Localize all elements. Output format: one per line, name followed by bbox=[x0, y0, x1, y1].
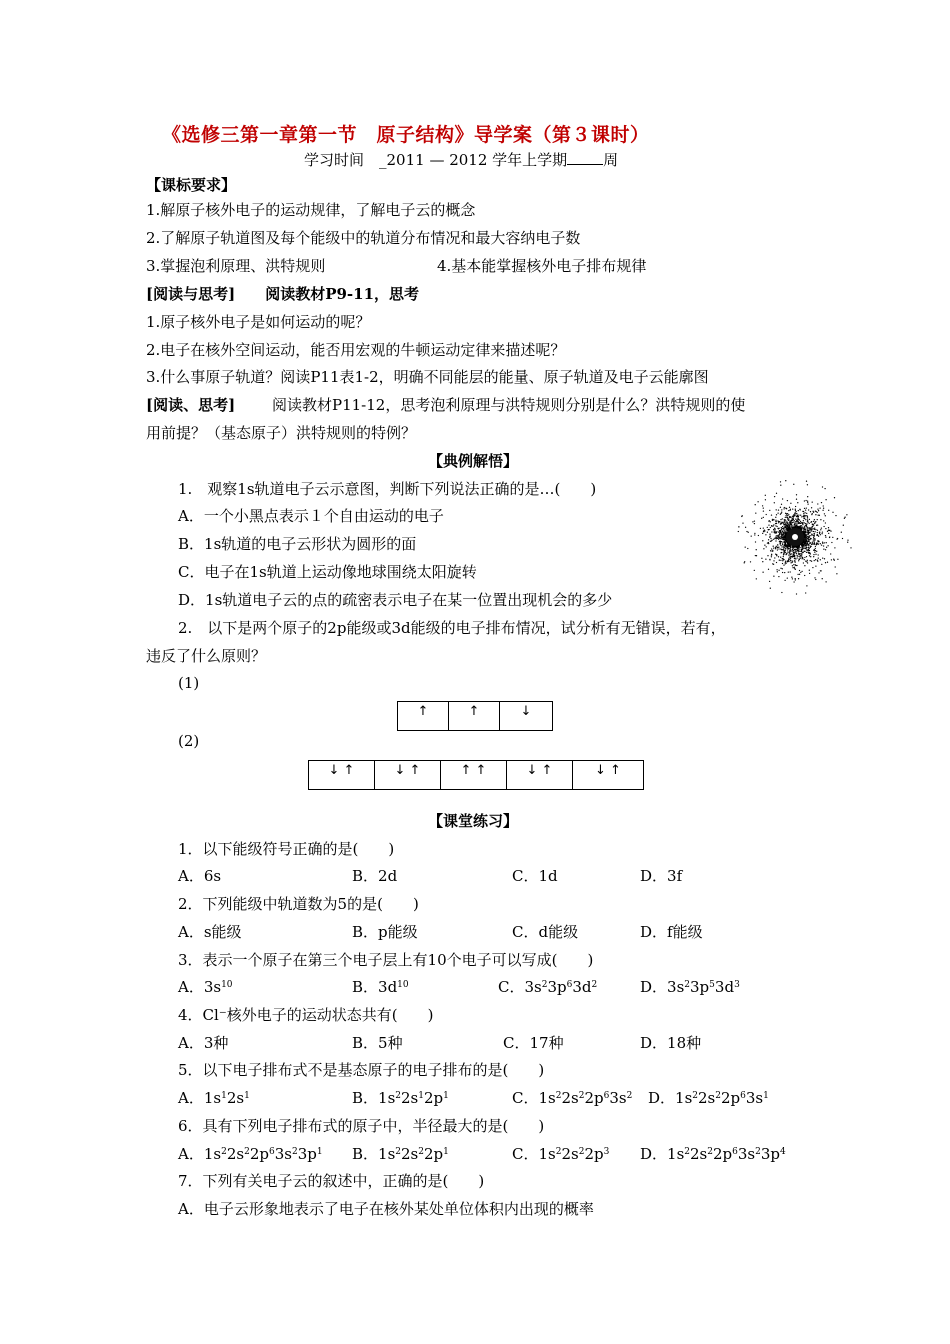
superscript: 2 bbox=[707, 1147, 713, 1157]
requirement-2: 2.了解原子轨道图及每个能级中的轨道分布情况和最大容纳电子数 bbox=[146, 229, 581, 247]
section-head-reading-1: [阅读与思考] 阅读教材P9-11，思考 bbox=[146, 285, 420, 303]
orbital-label: 1s bbox=[203, 1089, 222, 1107]
superscript: 2 bbox=[626, 1091, 633, 1101]
orbital-label: 3p bbox=[297, 1145, 317, 1163]
superscript: 4 bbox=[780, 1147, 786, 1157]
practice-3-option-c bbox=[498, 977, 597, 997]
example-1-question: 1. 观察1s轨道电子云示意图，判断下列说法正确的是…( ) bbox=[178, 480, 597, 498]
superscript: 2 bbox=[395, 1147, 402, 1157]
practice-5-question: 5．以下电子排布式不是基态原子的电子排布的是( ) bbox=[178, 1061, 545, 1079]
option-letter: D． bbox=[648, 1089, 676, 1107]
superscript: 5 bbox=[709, 980, 715, 990]
option-letter: A． bbox=[178, 1089, 204, 1107]
superscript: 10 bbox=[397, 980, 409, 990]
practice-1-question: 1．以下能级符号正确的是( ) bbox=[178, 840, 395, 858]
option-text: A．3s bbox=[178, 978, 222, 996]
example-1-option-c: C．电子在1s轨道上运动像地球围绕太阳旋转 bbox=[178, 563, 477, 581]
example-2-label-2: (2) bbox=[178, 732, 200, 750]
orbital-box: ↓ ↑ bbox=[309, 761, 375, 789]
practice-3-option-d bbox=[640, 977, 740, 997]
superscript: 3 bbox=[603, 1147, 610, 1157]
orbital-box: ↑ bbox=[398, 702, 449, 730]
orbital-box: ↓ ↑ bbox=[375, 761, 441, 789]
practice-7-option-a: A．电子云形象地表示了电子在核外某处单位体积内出现的概率 bbox=[178, 1200, 594, 1218]
superscript: 3 bbox=[734, 980, 740, 990]
orbital-label: 3s bbox=[745, 1089, 764, 1107]
orbital-label: 3s bbox=[737, 1145, 756, 1163]
orbital-label: 1s bbox=[378, 1089, 396, 1107]
reading-2-line-1: 阅读教材P11-12，思考泡利原理与洪特规则分别是什么？洪特规则的使 bbox=[272, 396, 746, 414]
orbital-label: 2s bbox=[226, 1089, 245, 1107]
practice-4-option-a: A．3种 bbox=[178, 1034, 229, 1052]
superscript: 1 bbox=[244, 1091, 250, 1101]
section-head-practice: 【课堂练习】 bbox=[428, 812, 519, 830]
orbital-label: 2p bbox=[584, 1089, 604, 1107]
option-letter: B． bbox=[352, 1089, 379, 1107]
orbital-diagram-2 bbox=[308, 760, 644, 790]
orbital-label: 1s bbox=[675, 1089, 693, 1107]
page-title: 《选修三第一章第一节 原子结构》导学案（第３课时） bbox=[162, 124, 650, 146]
superscript: 2 bbox=[244, 1147, 250, 1157]
orbital-label: 2s bbox=[401, 1089, 419, 1107]
option-text: C．3s bbox=[498, 978, 542, 996]
orbital-label: 2p bbox=[713, 1145, 733, 1163]
practice-4-option-c: C．17种 bbox=[503, 1034, 564, 1052]
section-head-reading-2: [阅读、思考] bbox=[146, 396, 236, 414]
orbital-label: 3d bbox=[572, 978, 592, 996]
superscript: 6 bbox=[603, 1091, 610, 1101]
example-2-question-line-1: 2. 以下是两个原子的2p能级或3d能级的电子排布情况，试分析有无错误，若有， bbox=[178, 619, 726, 637]
orbital-label: 2s bbox=[698, 1089, 716, 1107]
section-head-examples: 【典例解悟】 bbox=[428, 452, 519, 470]
orbital-box: ↑ ↑ bbox=[441, 761, 507, 789]
practice-1-option-b: B．2d bbox=[352, 867, 398, 885]
superscript: 2 bbox=[418, 1147, 424, 1157]
practice-3-question: 3．表示一个原子在第三个电子层上有10个电子可以写成( ) bbox=[178, 951, 594, 969]
superscript: 2 bbox=[591, 980, 598, 990]
week-blank[interactable] bbox=[567, 150, 603, 165]
orbital-label: 3p bbox=[547, 978, 567, 996]
week-label: 周 bbox=[603, 151, 619, 169]
superscript: 1 bbox=[763, 1091, 769, 1101]
superscript: 2 bbox=[578, 1147, 585, 1157]
practice-1-option-d: D．3f bbox=[640, 867, 683, 885]
option-letter: C． bbox=[512, 1089, 539, 1107]
orbital-label: 1s bbox=[538, 1089, 556, 1107]
superscript: 2 bbox=[578, 1091, 585, 1101]
orbital-label: 3p bbox=[690, 978, 710, 996]
orbital-box: ↓ ↑ bbox=[595, 763, 621, 778]
study-time bbox=[304, 150, 618, 170]
orbital-label: 1s bbox=[538, 1145, 556, 1163]
superscript: 2 bbox=[221, 1147, 227, 1157]
orbital-label: 1s bbox=[203, 1145, 222, 1163]
option-letter: B． bbox=[352, 1145, 379, 1163]
section-head-requirements: 【课标要求】 bbox=[146, 176, 237, 194]
practice-3-option-b bbox=[352, 977, 409, 997]
superscript: 6 bbox=[566, 980, 573, 990]
practice-7-question: 7．下列有关电子云的叙述中，正确的是( ) bbox=[178, 1172, 485, 1190]
orbital-label: 2p bbox=[424, 1089, 444, 1107]
example-1-option-d: D．1s轨道电子云的点的疏密表示电子在某一位置出现机会的多少 bbox=[178, 591, 613, 609]
orbital-label: 2p bbox=[721, 1089, 741, 1107]
superscript: 2 bbox=[541, 980, 548, 990]
electron-cloud-1s-figure bbox=[736, 478, 854, 596]
orbital-box: ↓ bbox=[520, 704, 532, 719]
reading-2-line-2: 用前提？（基态原子）洪特规则的特例？ bbox=[146, 424, 417, 442]
requirement-4: 4.基本能掌握核外电子排布规律 bbox=[437, 257, 647, 275]
practice-6-option-b bbox=[352, 1144, 449, 1164]
practice-5-option-b bbox=[352, 1088, 449, 1108]
orbital-label: 2p bbox=[424, 1145, 444, 1163]
superscript: 2 bbox=[555, 1147, 562, 1157]
orbital-label: 2s bbox=[561, 1089, 579, 1107]
superscript: 2 bbox=[555, 1091, 562, 1101]
superscript: 1 bbox=[316, 1147, 323, 1157]
superscript: 2 bbox=[291, 1147, 298, 1157]
superscript: 2 bbox=[684, 980, 691, 990]
orbital-label: 1s bbox=[667, 1145, 685, 1163]
practice-2-question: 2．下列能级中轨道数为5的是( ) bbox=[178, 895, 419, 913]
orbital-label: 3s bbox=[274, 1145, 292, 1163]
practice-4-option-d: D．18种 bbox=[640, 1034, 702, 1052]
reading-question-2: 2.电子在核外空间运动，能否用宏观的牛顿运动定律来描述呢？ bbox=[146, 341, 566, 359]
superscript: 6 bbox=[740, 1091, 746, 1101]
practice-2-option-b: B．p能级 bbox=[352, 923, 418, 941]
practice-4-question: 4．Cl⁻核外电子的运动状态共有( ) bbox=[178, 1006, 434, 1024]
reading-question-1: 1.原子核外电子是如何运动的呢？ bbox=[146, 313, 371, 331]
orbital-box: ↑ bbox=[449, 702, 500, 730]
superscript: 1 bbox=[443, 1147, 449, 1157]
practice-6-question: 6．具有下列电子排布式的原子中，半径最大的是( ) bbox=[178, 1117, 545, 1135]
practice-6-option-a bbox=[178, 1144, 323, 1164]
orbital-box: ↓ ↑ bbox=[507, 761, 573, 789]
orbital-label: 2s bbox=[561, 1145, 579, 1163]
orbital-label: 3d bbox=[714, 978, 735, 996]
practice-5-option-d bbox=[648, 1088, 769, 1108]
orbital-label: 2p bbox=[249, 1145, 269, 1163]
orbital-diagram-1 bbox=[397, 701, 553, 731]
example-2-question-line-2: 违反了什么原则？ bbox=[146, 647, 267, 665]
superscript: 2 bbox=[395, 1091, 402, 1101]
superscript: 2 bbox=[715, 1091, 721, 1101]
orbital-label: 2p bbox=[584, 1145, 604, 1163]
practice-2-option-d: D．f能级 bbox=[640, 923, 703, 941]
orbital-label: 2s bbox=[401, 1145, 419, 1163]
option-letter: C． bbox=[512, 1145, 539, 1163]
superscript: 6 bbox=[268, 1147, 275, 1157]
orbital-label: 3p bbox=[760, 1145, 781, 1163]
superscript: 2 bbox=[755, 1147, 761, 1157]
orbital-label: 2s bbox=[690, 1145, 708, 1163]
example-1-option-b: B．1s轨道的电子云形状为圆形的面 bbox=[178, 535, 417, 553]
requirement-3: 3.掌握泡利原理、洪特规则 bbox=[146, 257, 326, 275]
requirement-1: 1.解原子核外电子的运动规律，了解电子云的概念 bbox=[146, 201, 476, 219]
superscript: 6 bbox=[732, 1147, 738, 1157]
practice-1-option-c: C．1d bbox=[512, 867, 558, 885]
practice-5-option-c bbox=[512, 1088, 632, 1108]
orbital-label: 1s bbox=[378, 1145, 396, 1163]
study-time-text: 学习时间 _2011 — 2012 学年上学期 bbox=[304, 151, 568, 169]
option-text: B．3d bbox=[352, 978, 398, 996]
practice-4-option-b: B．5种 bbox=[352, 1034, 403, 1052]
superscript: 1 bbox=[443, 1091, 449, 1101]
option-text: D．3s bbox=[640, 978, 685, 996]
orbital-label: 3s bbox=[609, 1089, 627, 1107]
practice-2-option-a: A．s能级 bbox=[178, 923, 242, 941]
superscript: 1 bbox=[418, 1091, 424, 1101]
superscript: 2 bbox=[692, 1091, 699, 1101]
superscript: 10 bbox=[221, 980, 233, 990]
example-1-option-a: A．一个小黑点表示１个自由运动的电子 bbox=[178, 507, 444, 525]
practice-5-option-a bbox=[178, 1088, 250, 1108]
superscript: 2 bbox=[684, 1147, 691, 1157]
reading-question-3: 3.什么事原子轨道？阅读P11表1-2，明确不同能层的能量、原子轨道及电子云能廓图 bbox=[146, 368, 709, 386]
option-letter: A． bbox=[178, 1145, 204, 1163]
practice-6-option-d bbox=[640, 1144, 786, 1164]
orbital-label: 2s bbox=[226, 1145, 245, 1163]
option-letter: D． bbox=[640, 1145, 668, 1163]
practice-1-option-a: A．6s bbox=[178, 867, 222, 885]
practice-3-option-a bbox=[178, 977, 233, 997]
superscript: 1 bbox=[221, 1091, 227, 1101]
example-2-label-1: (1) bbox=[178, 674, 200, 692]
practice-6-option-c bbox=[512, 1144, 609, 1164]
practice-2-option-c: C．d能级 bbox=[512, 923, 579, 941]
